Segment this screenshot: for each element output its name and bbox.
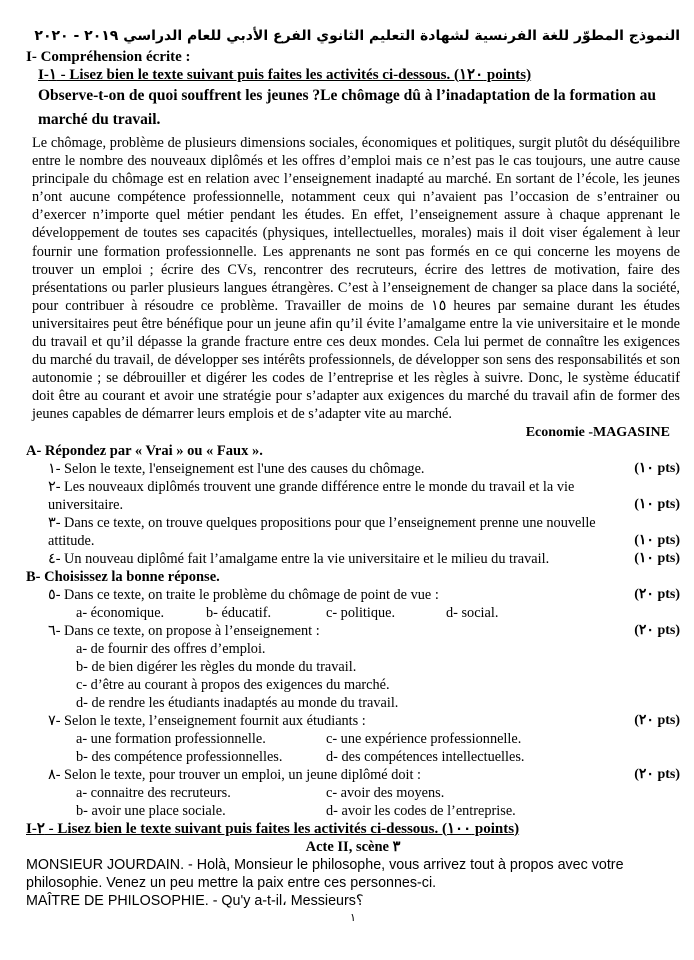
dialogue-line-2: MAÎTRE DE PHILOSOPHIE. - Qu'y a-t-il، Messieurs؟ bbox=[26, 892, 364, 909]
option-b: b- des compétence professionnelles. bbox=[76, 748, 283, 765]
activity-1-instruction: I-١ - Lisez bien le texte suivant puis faites les activités ci-dessous. (١٢٠ points) bbox=[38, 67, 532, 83]
question-8 bbox=[48, 766, 680, 784]
question-text: ٦- Dans ce texte, on propose à l’enseignement : bbox=[48, 622, 320, 639]
question-5 bbox=[48, 586, 680, 604]
question-text: ٢- Les nouveaux diplômés trouvent une grande différence entre le monde du travail et la vie universitaire. bbox=[48, 478, 575, 513]
question-7 bbox=[48, 712, 680, 730]
question-7-options-row-1 bbox=[76, 730, 680, 748]
question-2 bbox=[48, 478, 680, 514]
part-a-title: A- Répondez par « Vrai » ou « Faux ». bbox=[26, 442, 263, 459]
reading-text: Le chômage, problème de plusieurs dimensions sociales, économiques et politiques, surgit plutôt du déséquilibre entre le nombre des nouveaux diplômés et les offres d’emploi mais ce n’est pas le cas toujours, une autre cause principale du chômage est en relation avec l’enseignement inadapté au marché. En sortant de l’école, les jeunes n’ont aucune compétence professionnelle, notamment ceux qui n’avaient pas l’occasion de s’entrainer ou d’exercer n’importe quel métier pendant les études. En effet, l’enseignement assure à chaque apprenant le développement de toutes ses capacités (physiques, intellectuelles, morales) mais il doit viser également à leur fournir une formation professionnelle. Les apprenants ne sont pas formés en ce qui concerne les moyens de trouver un emploi ; écrire des CVs, rencontrer des recruteurs, écrire des lettres de motivation, faire des présentations ou parler plusieurs langues étrangères. C’est à l’enseignement de changer sa place dans la société, pour contribuer à résoudre ce problème. Travailler de moins de ١٥ heures par semaine durant les études universitaires peut être bénéfique pour un jeune afin qu’il évite l’amalgame entre la vie universitaire et le monde du travail et qu’il dépasse la grande fracture entre ces deux mondes. Cela lui permet de connaître les exigences du marché du travail, de développer ses intérêts professionnels, de développer son sens des responsabilités et son autonomie ; se débrouiller et digérer les codes de l’entreprise et les règles à suivre. Donc, le système éducatif doit être au courant et avoir une stratégie pour s’adapter aux exigences du marché du travail afin de former des jeunes capables de démarrer leurs emplois et de s’adapter vite au marché. bbox=[32, 135, 680, 423]
text-title: Observe-t-on de quoi souffrent les jeunes ?Le chômage dû à l’inadaptation de la formation au marché du travail. bbox=[38, 87, 657, 128]
option-d: d- avoir les codes de l’entreprise. bbox=[326, 802, 516, 819]
page-number: ١ bbox=[350, 911, 356, 924]
question-1 bbox=[48, 460, 680, 478]
points-label: (٢٠ pts) bbox=[634, 712, 680, 728]
question-text: ١- Selon le texte, l'enseignement est l'une des causes du chômage. bbox=[48, 460, 425, 477]
scene-title: Acte II, scène ٣ bbox=[305, 838, 401, 855]
question-text: ٨- Selon le texte, pour trouver un emploi, un jeune diplômé doit : bbox=[48, 766, 421, 783]
points-label: (٢٠ pts) bbox=[634, 622, 680, 638]
option-b: b- de bien digérer les règles du monde du travail. bbox=[76, 658, 357, 675]
option-a: a- de fournir des offres d’emploi. bbox=[76, 640, 266, 657]
option-c: c- politique. bbox=[326, 604, 396, 621]
section-title: I- Compréhension écrite : bbox=[26, 49, 191, 65]
question-8-options-row-2 bbox=[76, 802, 680, 820]
question-6 bbox=[48, 622, 680, 640]
dialogue-line-1: MONSIEUR JOURDAIN. - Holà, Monsieur le philosophe, vous arrivez tout à propos avec votre philosophie. Venez un peu mettre la paix entre ces personnes-ci. bbox=[26, 856, 624, 891]
option-d: d- social. bbox=[446, 604, 499, 621]
option-c: c- une expérience professionnelle. bbox=[326, 730, 522, 747]
text-source: Economie -MAGASINE bbox=[525, 424, 670, 440]
part-b-title: B- Choisissez la bonne réponse. bbox=[26, 568, 220, 585]
question-7-options-row-2 bbox=[76, 748, 680, 766]
question-text: ٣- Dans ce texte, on trouve quelques propositions pour que l’enseignement prenne une nouvelle attitude. bbox=[48, 514, 596, 549]
question-5-options bbox=[76, 604, 680, 622]
question-8-options-row-1 bbox=[76, 784, 680, 802]
activity-2-instruction: I-٢ - Lisez bien le texte suivant puis faites les activités ci-dessous. (١٠٠ points) bbox=[26, 820, 520, 837]
points-label: (٢٠ pts) bbox=[634, 766, 680, 782]
option-d: d- de rendre les étudiants inadaptés au monde du travail. bbox=[76, 694, 399, 711]
points-label: (٢٠ pts) bbox=[634, 586, 680, 602]
option-a: a- connaitre des recruteurs. bbox=[76, 784, 231, 801]
points-label: (١٠ pts) bbox=[634, 550, 680, 566]
question-text: ٧- Selon le texte, l’enseignement fournit aux étudiants : bbox=[48, 712, 366, 729]
option-d: d- des compétences intellectuelles. bbox=[326, 748, 525, 765]
question-text: ٤- Un nouveau diplômé fait l’amalgame entre la vie universitaire et le milieu du travail. bbox=[48, 550, 550, 567]
exam-header: النموذج المطوّر للغة الفرنسية لشهادة التعليم الثانوي الفرع الأدبي للعام الدراسي ٢٠١٩ - ٢٠٢٠ bbox=[34, 28, 680, 44]
option-b: b- éducatif. bbox=[206, 604, 272, 621]
option-b: b- avoir une place sociale. bbox=[76, 802, 226, 819]
question-3 bbox=[48, 514, 680, 550]
option-a: a- une formation professionnelle. bbox=[76, 730, 266, 747]
option-c: c- d’être au courant à propos des exigences du marché. bbox=[76, 676, 390, 693]
points-label: (١٠ pts) bbox=[634, 532, 680, 548]
option-c: c- avoir des moyens. bbox=[326, 784, 445, 801]
points-label: (١٠ pts) bbox=[634, 460, 680, 476]
question-text: ٥- Dans ce texte, on traite le problème du chômage de point de vue : bbox=[48, 586, 439, 603]
question-4 bbox=[48, 550, 680, 568]
option-a: a- économique. bbox=[76, 604, 165, 621]
points-label: (١٠ pts) bbox=[634, 496, 680, 512]
